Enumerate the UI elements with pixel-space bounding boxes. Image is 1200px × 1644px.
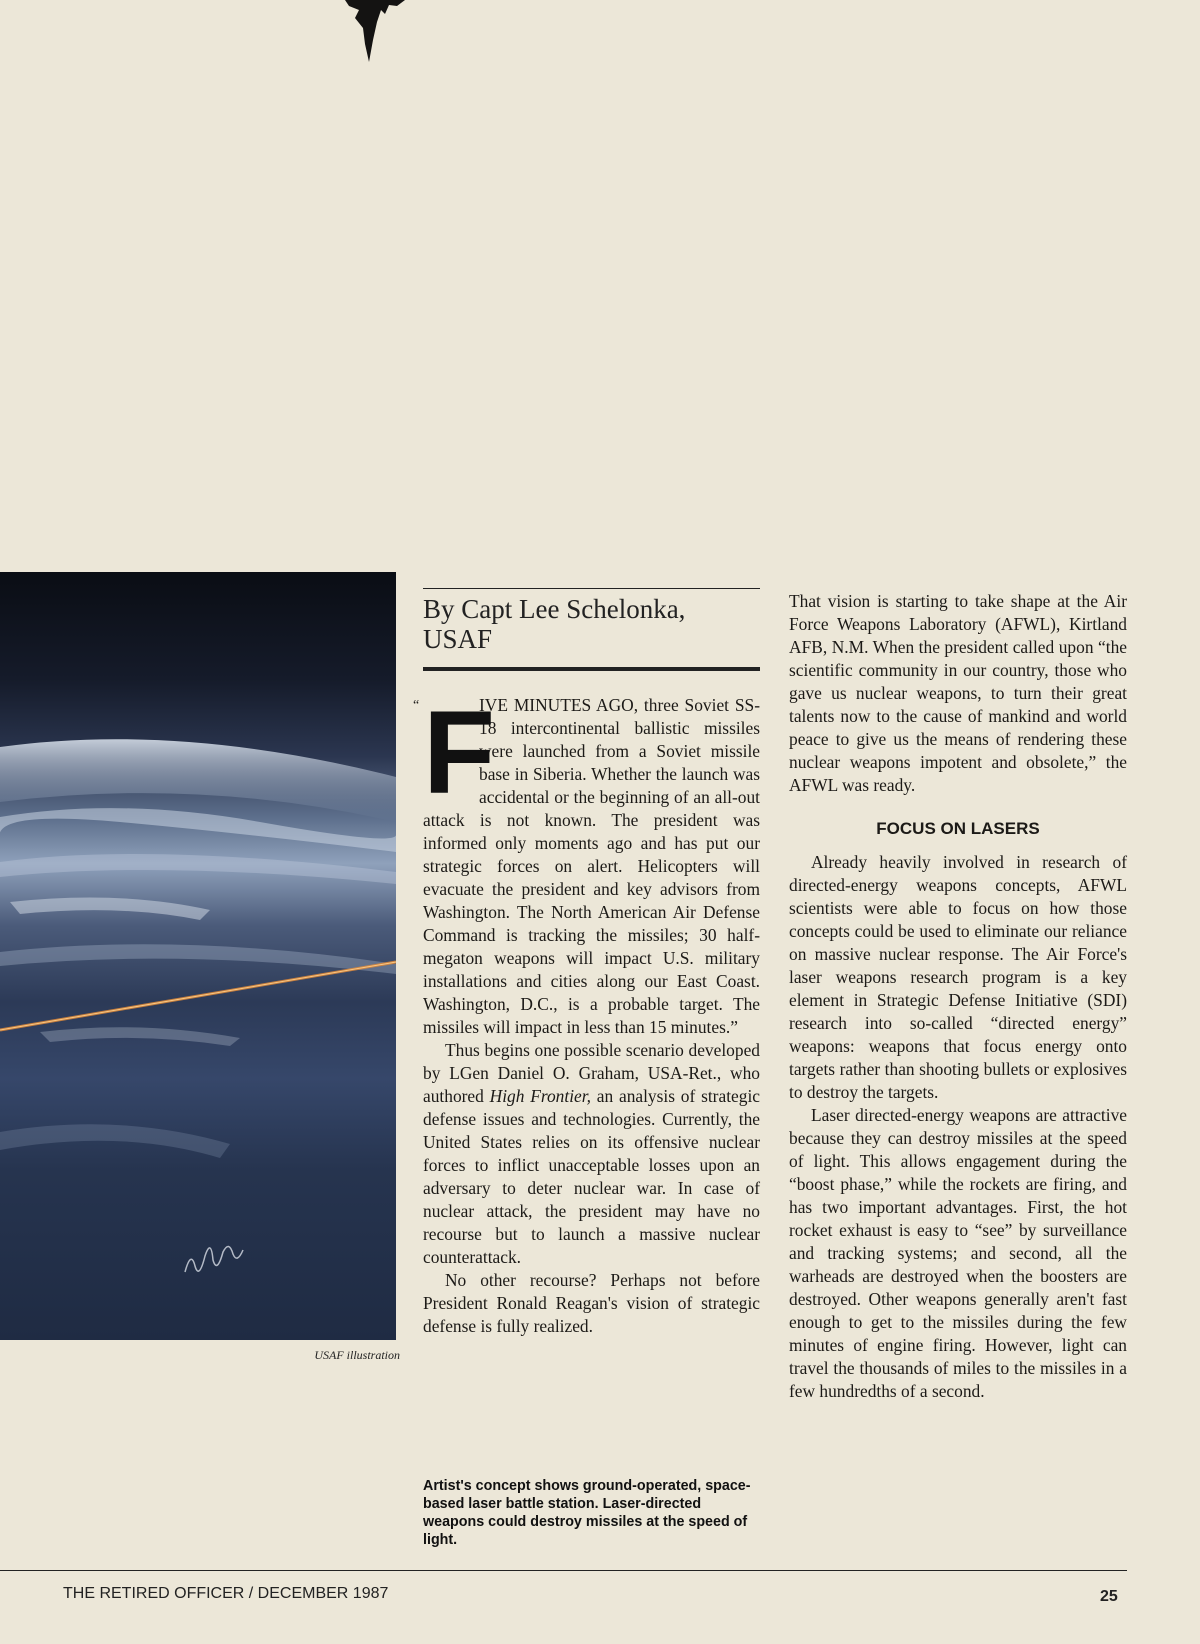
paragraph: Already heavily involved in research of directed-energy weapons concepts, AFWL scientists were able to focus on how those concepts could be used to eliminate our reliance on massive nuclear response. The Air Force's laser weapons research program is a key element in Strategic Defense Initiative (SDI) research into so-called “directed energy” weapons: weapons that focus energy onto targets rather than shooting bullets or explosives to destroy the targets. — [789, 852, 1127, 1102]
space-laser-illustration — [0, 572, 396, 1340]
paragraph: No other recourse? Perhaps not before President Ronald Reagan's vision of strategic defense is fully realized. — [423, 1270, 760, 1336]
drop-cap-quote: “ — [413, 698, 420, 713]
drop-cap-letter: F — [423, 687, 496, 819]
book-title: High Frontier, — [489, 1086, 591, 1106]
footer-publication: THE RETIRED OFFICER / DECEMBER 1987 — [63, 1585, 389, 1602]
top-rule — [423, 588, 760, 589]
paragraph: Thus begins one possible scenario developed by LGen Daniel O. Graham, USA-Ret., who authored High Frontier, an analysis of strategic defense issues and technologies. Currently, the United States relies on its offensive nuclear forces to inflict unacceptable losses upon an adversary to deter nuclear war. In case of nuclear attack, the president may have no recourse but to launch a massive nuclear counterattack. — [423, 1040, 760, 1267]
page-tear-mark — [345, 0, 405, 70]
drop-cap — [413, 687, 496, 819]
article-column-right — [789, 590, 1127, 1403]
byline: By Capt Lee Schelonka, USAF — [423, 594, 686, 654]
article-column-middle — [413, 687, 760, 1338]
section-subhead: FOCUS ON LASERS — [876, 819, 1040, 838]
footer-rule — [0, 1570, 1127, 1571]
page-number: 25 — [1100, 1588, 1118, 1605]
paragraph: Laser directed-energy weapons are attractive because they can destroy missiles at the speed of light. This allows engagement during the “boost phase,” while the rockets are firing, and has two important advantages. First, the hot rocket exhaust is easy to “see” by surveillance and tracking systems; and second, all the warheads are destroyed when the boosters are destroyed. Other weapons generally aren't fast enough to get to the missiles during the few minutes of engine firing. However, light can travel the thousands of miles to the missiles in a few hundredths of a second. — [789, 1105, 1127, 1401]
paragraph: That vision is starting to take shape at the Air Force Weapons Laboratory (AFWL), Kirtland AFB, N.M. When the president called upon “the scientific community in our country, those who gave us nuclear weapons, to turn their great talents now to the cause of mankind and world peace to give us the means of rendering these nuclear weapons impotent and obsolete,” the AFWL was ready. — [789, 591, 1127, 795]
photo-credit: USAF illustration — [314, 1348, 400, 1362]
paragraph: IVE MINUTES AGO, three Soviet SS-18 intercontinental ballistic missiles were launched from a Soviet missile base in Siberia. Whether the launch was accidental or the beginning of an all-out attack is not known. The president was informed only moments ago and has put our strategic forces on alert. Helicopters will evacuate the president and key advisors from Washington. The North American Air Defense Command is tracking the missiles; 30 half-megaton weapons will impact U.S. military installations and cities along our East Coast. Washington, D.C., is a probable target. The missiles will impact in less than 15 minutes.” — [423, 695, 760, 1037]
byline-rule — [423, 667, 760, 671]
photo-caption: Artist's concept shows ground-operated, space-based laser battle station. Laser-directed weapons could destroy missiles at the speed of light. — [423, 1478, 751, 1548]
